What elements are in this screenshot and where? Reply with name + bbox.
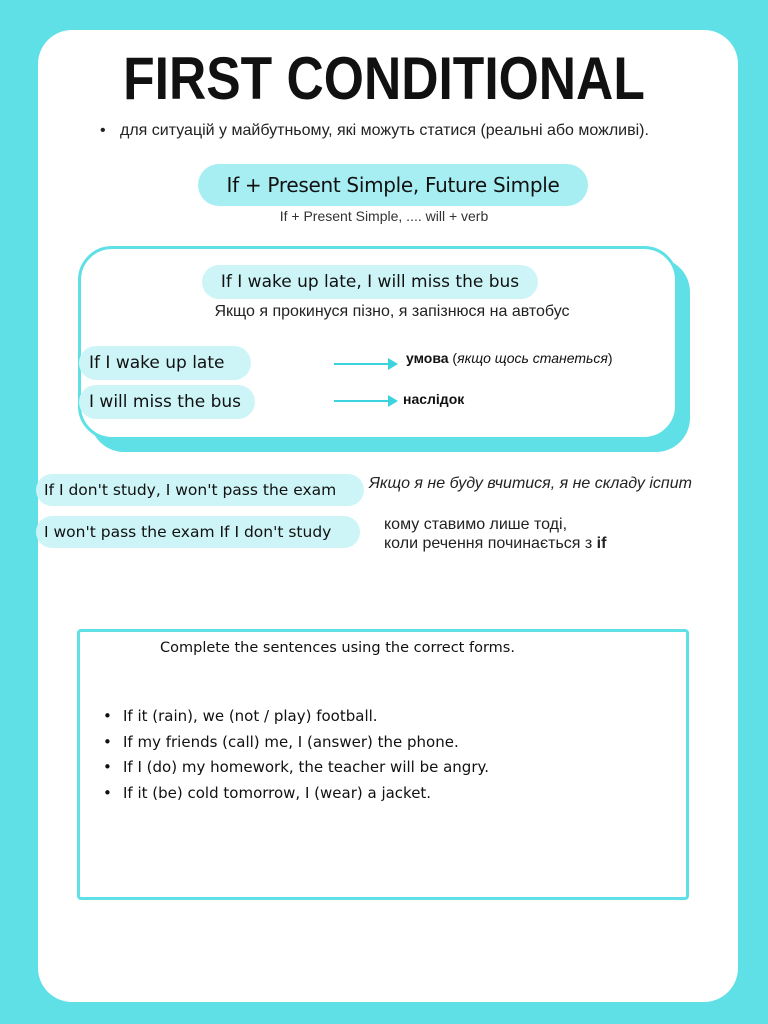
arrow-right-icon [334,363,396,365]
order-sentence-translation: Якщо я не буду вчитися, я не складу іспит [369,475,692,492]
order-sentence-if-second: I won't pass the exam If I don't study [36,516,360,548]
formula-subtitle: If + Present Simple, .... will + verb [279,208,489,224]
exercise-item: • If I (do) my homework, the teacher will be angry. [103,755,489,781]
comma-note-line2: коли речення починається з [384,535,597,552]
arrow-right-icon [334,400,396,402]
comma-note-if: if [596,535,607,552]
comma-note-line1: кому ставимо лише тоді, [384,516,568,533]
exercise-item: • If it (rain), we (not / play) football. [103,704,489,730]
result-label: наслідок [403,391,465,407]
example-translation: Якщо я прокинуся пізно, я запізнюся на автобус [214,303,570,320]
formula-pill: If + Present Simple, Future Simple [198,164,588,206]
condition-clause: If I wake up late [79,346,251,380]
intro-text: для ситуацій у майбутньому, які можуть статися (реальні або можливі). [120,122,649,139]
example-sentence: If I wake up late, I will miss the bus [202,265,538,299]
page-title: FIRST CONDITIONAL [123,45,645,112]
comma-note [384,515,606,553]
exercise-instruction: Complete the sentences using the correct forms. [160,640,515,656]
exercise-item: • If it (be) cold tomorrow, I (wear) a jacket. [103,781,489,807]
condition-label-italic: якщо щось станеться [457,350,608,366]
intro-bullet [100,122,700,140]
exercise-item: • If my friends (call) me, I (answer) the phone. [103,730,489,756]
condition-label-close: ) [607,350,613,366]
bullet-dot: • [100,122,106,139]
condition-label [406,350,613,366]
condition-label-open: ( [448,350,458,366]
exercise-list [103,704,489,806]
result-clause: I will miss the bus [79,385,255,419]
condition-label-bold: умова [406,350,449,366]
order-sentence-if-first: If I don't study, I won't pass the exam [36,474,364,506]
